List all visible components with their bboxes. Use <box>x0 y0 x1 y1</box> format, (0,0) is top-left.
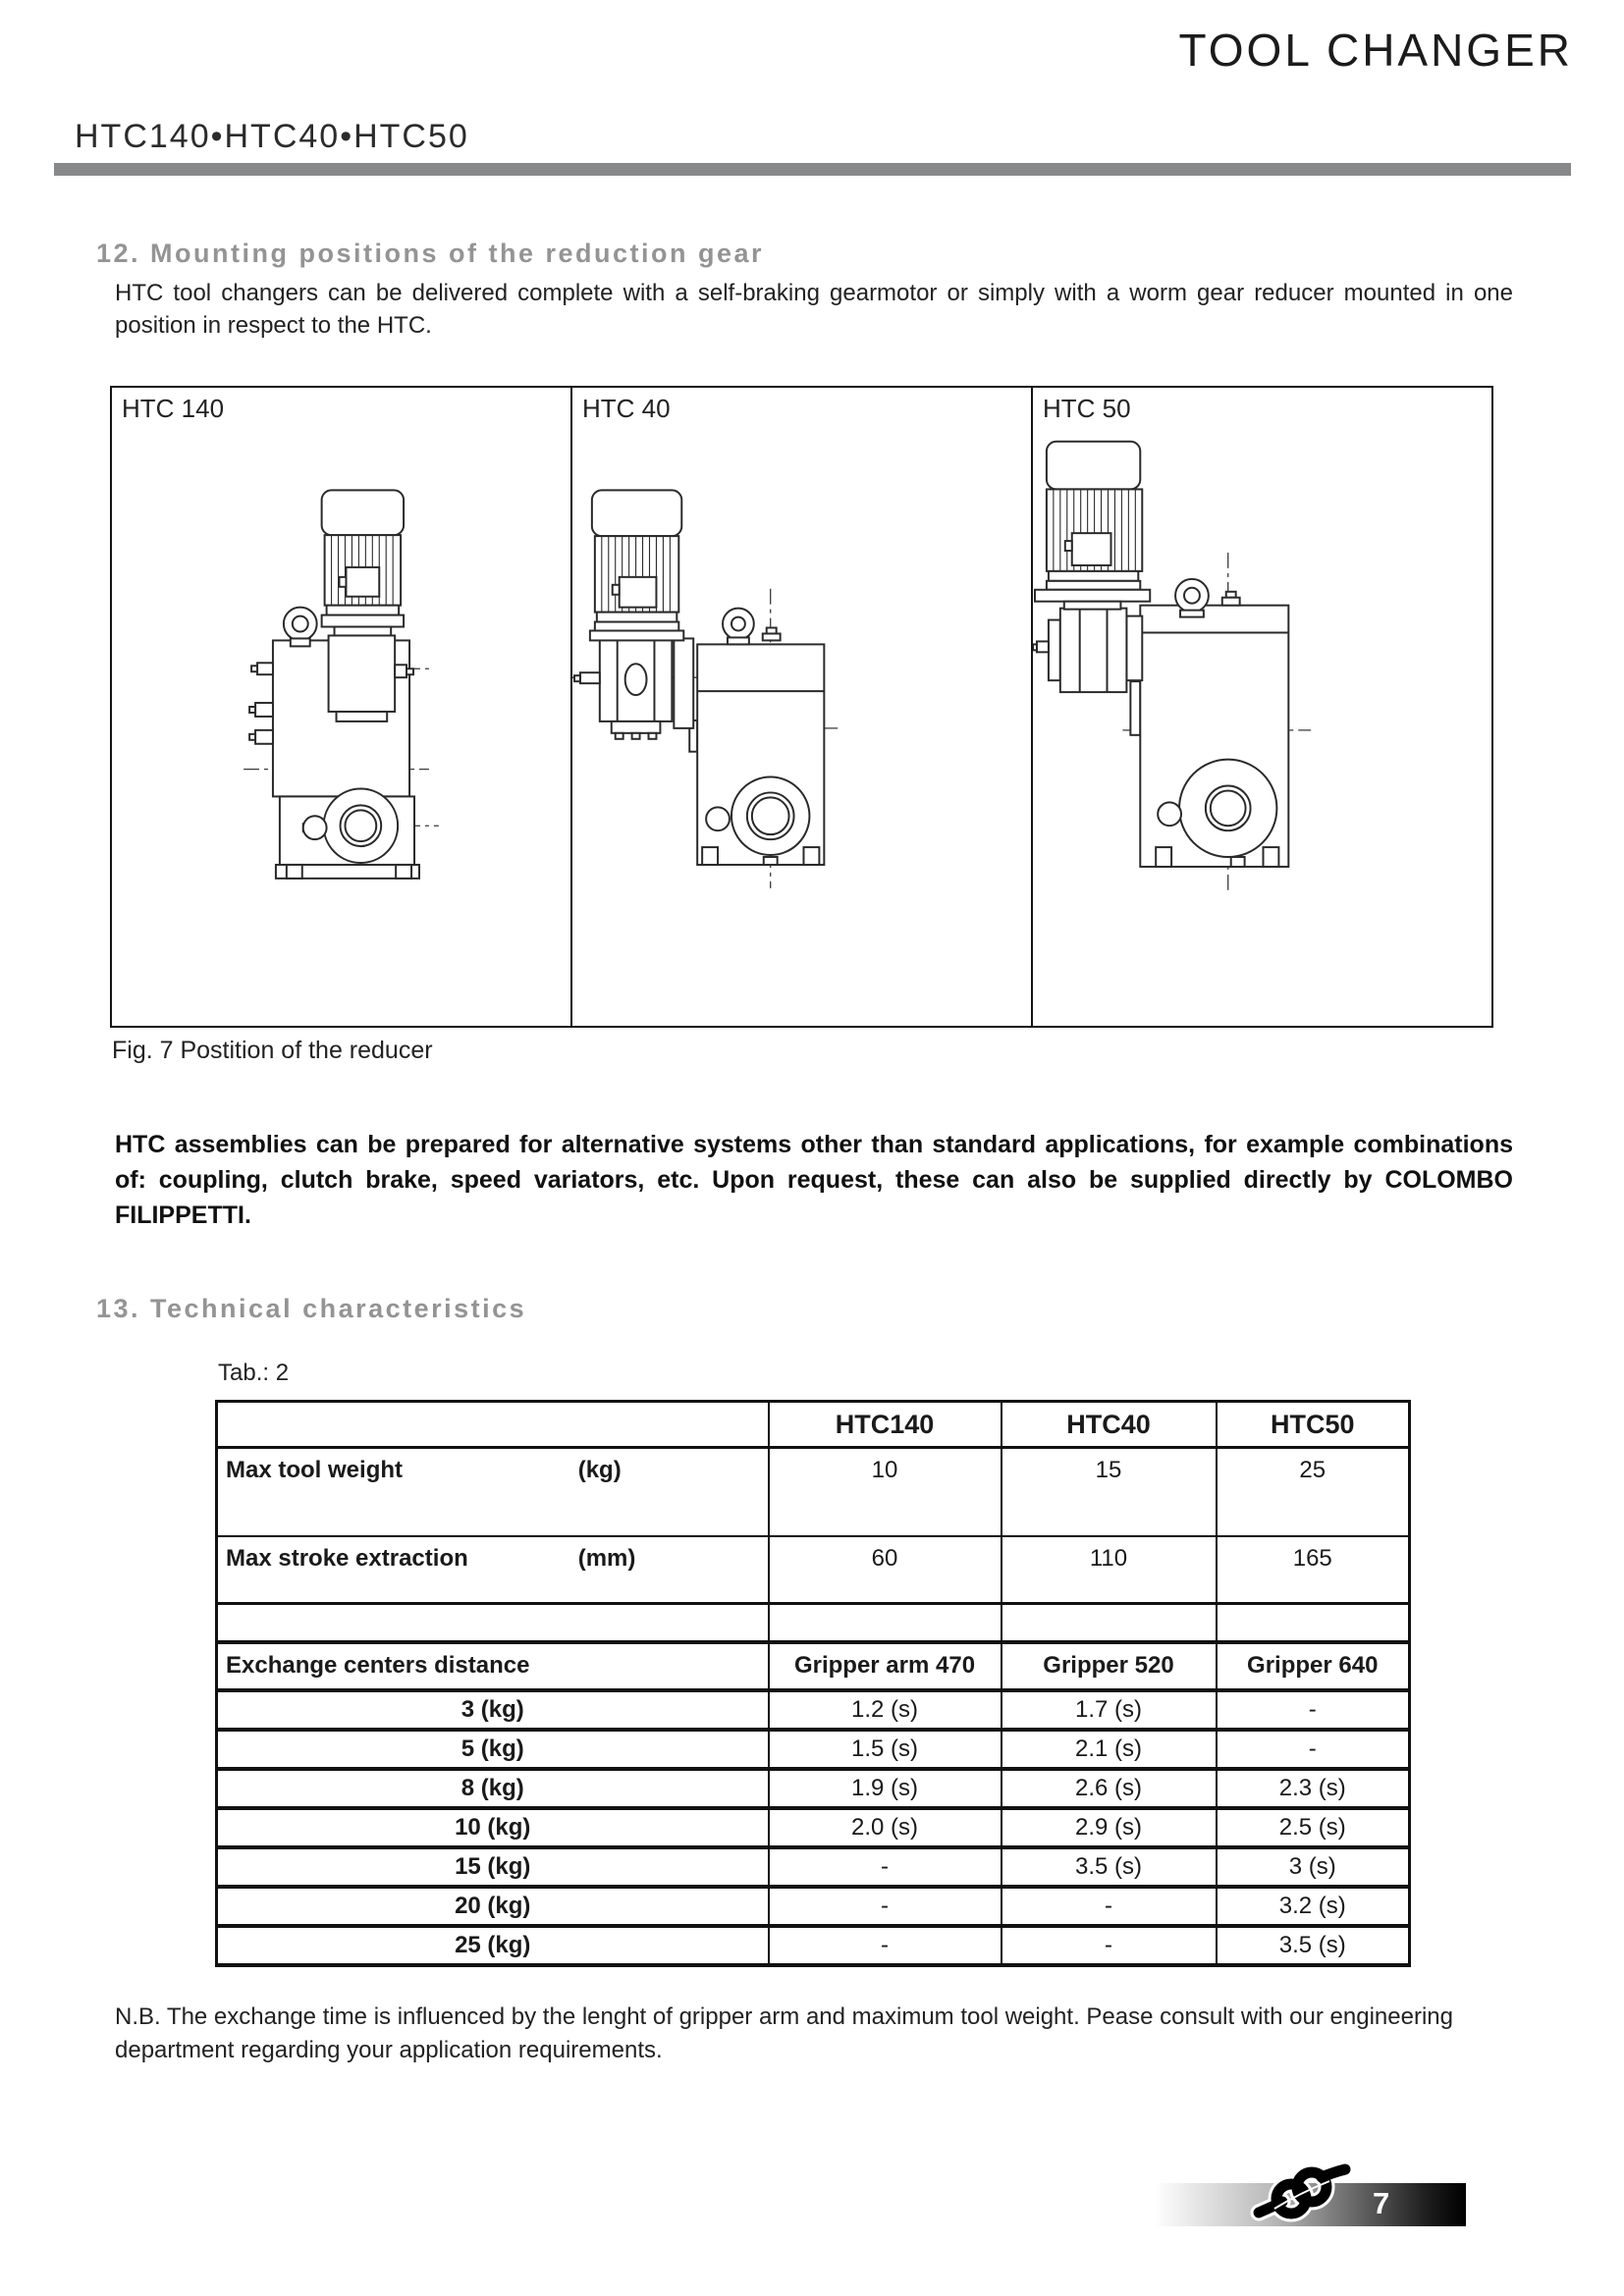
table-row-5kg <box>217 1730 1410 1769</box>
htc40-reducer-drawing <box>572 388 1031 1026</box>
table-cell: - <box>769 1887 1001 1926</box>
figure-7 <box>110 386 1493 1028</box>
table-row-max-stroke-extraction <box>217 1536 1410 1604</box>
table-cell: - <box>769 1847 1001 1887</box>
table-cell <box>769 1604 1001 1642</box>
table-cell <box>217 1604 769 1642</box>
panel-label: HTC 40 <box>582 394 671 423</box>
figure-panel-htc50 <box>1031 388 1491 1026</box>
brand-knot-logo-icon <box>1249 2156 1355 2232</box>
section-12-bold-note: HTC assemblies can be prepared for alternative systems other than standard applications, for example combinations of: coupling, clutch brake, speed variators, etc. Upon request, these can also be supplied directly by COLOMBO FILIPPETTI. <box>115 1131 1513 1229</box>
technical-characteristics-table <box>215 1400 1411 1967</box>
row-label-cell: Exchange centers distance <box>217 1642 769 1690</box>
table-row-max-tool-weight <box>217 1448 1410 1536</box>
table-cell: 1.9 (s) <box>769 1769 1001 1808</box>
row-label-cell: 5 (kg) <box>217 1730 769 1769</box>
table-cell: Gripper arm 470 <box>769 1642 1001 1690</box>
table-cell: Gripper 640 <box>1217 1642 1410 1690</box>
table-cell: 110 <box>1001 1536 1217 1604</box>
row-label-cell: 8 (kg) <box>217 1769 769 1808</box>
table-cell: 165 <box>1217 1536 1410 1604</box>
table-cell: 3.5 (s) <box>1217 1926 1410 1965</box>
table-cell: 2.1 (s) <box>1001 1730 1217 1769</box>
table-cell: - <box>1217 1730 1410 1769</box>
table-cell <box>1217 1604 1410 1642</box>
table-cell: 3.2 (s) <box>1217 1887 1410 1926</box>
table-cell: 2.5 (s) <box>1217 1808 1410 1847</box>
column-header-htc50: HTC50 <box>1217 1402 1410 1448</box>
table-cell: 2.9 (s) <box>1001 1808 1217 1847</box>
table-row-3kg <box>217 1690 1410 1730</box>
section-13-heading: 13. Technical characteristics <box>96 1294 527 1323</box>
table-header-row <box>217 1402 1410 1448</box>
table-cell: 2.6 (s) <box>1001 1769 1217 1808</box>
section-12-body: HTC tool changers can be delivered complete with a self-braking gearmotor or simply with a worm gear reducer mounted in one position in respect to the HTC. <box>115 280 1513 339</box>
table-cell: - <box>1217 1690 1410 1730</box>
figure-panel-htc140 <box>112 388 570 1026</box>
column-header-htc140: HTC140 <box>769 1402 1001 1448</box>
row-label-cell: 25 (kg) <box>217 1926 769 1965</box>
table-cell: Gripper 520 <box>1001 1642 1217 1690</box>
table-row-20kg <box>217 1887 1410 1926</box>
table-spacer-row <box>217 1604 1410 1642</box>
table-cell: 2.3 (s) <box>1217 1769 1410 1808</box>
htc140-reducer-drawing <box>112 388 570 1026</box>
table-cell: - <box>1001 1926 1217 1965</box>
table-cell: 1.7 (s) <box>1001 1690 1217 1730</box>
header-rule <box>54 163 1571 176</box>
row-label-cell <box>217 1536 769 1604</box>
table-cell: 3.5 (s) <box>1001 1847 1217 1887</box>
figure-panel-htc40 <box>570 388 1031 1026</box>
section-12-heading: 12. Mounting positions of the reduction gear <box>96 239 765 268</box>
table-cell: - <box>1001 1887 1217 1926</box>
models-header: HTC140•HTC40•HTC50 <box>75 118 469 155</box>
table-cell: 1.2 (s) <box>769 1690 1001 1730</box>
table-cell <box>1001 1604 1217 1642</box>
nb-note: N.B. The exchange time is influenced by the lenght of gripper arm and maximum tool weight. Pease consult with our engineering department regarding your application requirements. <box>115 2003 1453 2063</box>
htc50-reducer-drawing <box>1033 388 1491 1026</box>
table-cell: 2.0 (s) <box>769 1808 1001 1847</box>
table-cell: 10 <box>769 1448 1001 1536</box>
page-title: TOOL CHANGER <box>1178 25 1573 76</box>
table-cell: 15 <box>1001 1448 1217 1536</box>
table-cell: 1.5 (s) <box>769 1730 1001 1769</box>
row-label-cell <box>217 1448 769 1536</box>
row-label: Max stroke extraction <box>226 1544 468 1572</box>
row-label-cell: 15 (kg) <box>217 1847 769 1887</box>
table-cell: 3 (s) <box>1217 1847 1410 1887</box>
row-label-cell: 20 (kg) <box>217 1887 769 1926</box>
table-header-empty-cell <box>217 1402 769 1448</box>
table-row-10kg <box>217 1808 1410 1847</box>
page-number: 7 <box>1373 2186 1390 2220</box>
figure-caption: Fig. 7 Postition of the reducer <box>112 1037 433 1064</box>
table-row-25kg <box>217 1926 1410 1965</box>
table-row-15kg <box>217 1847 1410 1887</box>
row-unit: (kg) <box>577 1457 622 1483</box>
row-label-cell: 10 (kg) <box>217 1808 769 1847</box>
panel-label: HTC 50 <box>1043 394 1131 423</box>
panel-label: HTC 140 <box>122 394 225 423</box>
column-header-htc40: HTC40 <box>1001 1402 1217 1448</box>
table-cell: 60 <box>769 1536 1001 1604</box>
table-label: Tab.: 2 <box>218 1360 290 1386</box>
table-cell: 25 <box>1217 1448 1410 1536</box>
table-row-exchange-header <box>217 1642 1410 1690</box>
table-row-8kg <box>217 1769 1410 1808</box>
row-label-cell: 3 (kg) <box>217 1690 769 1730</box>
row-unit: (mm) <box>577 1544 636 1572</box>
table-cell: - <box>769 1926 1001 1965</box>
row-label: Max tool weight <box>226 1457 403 1483</box>
